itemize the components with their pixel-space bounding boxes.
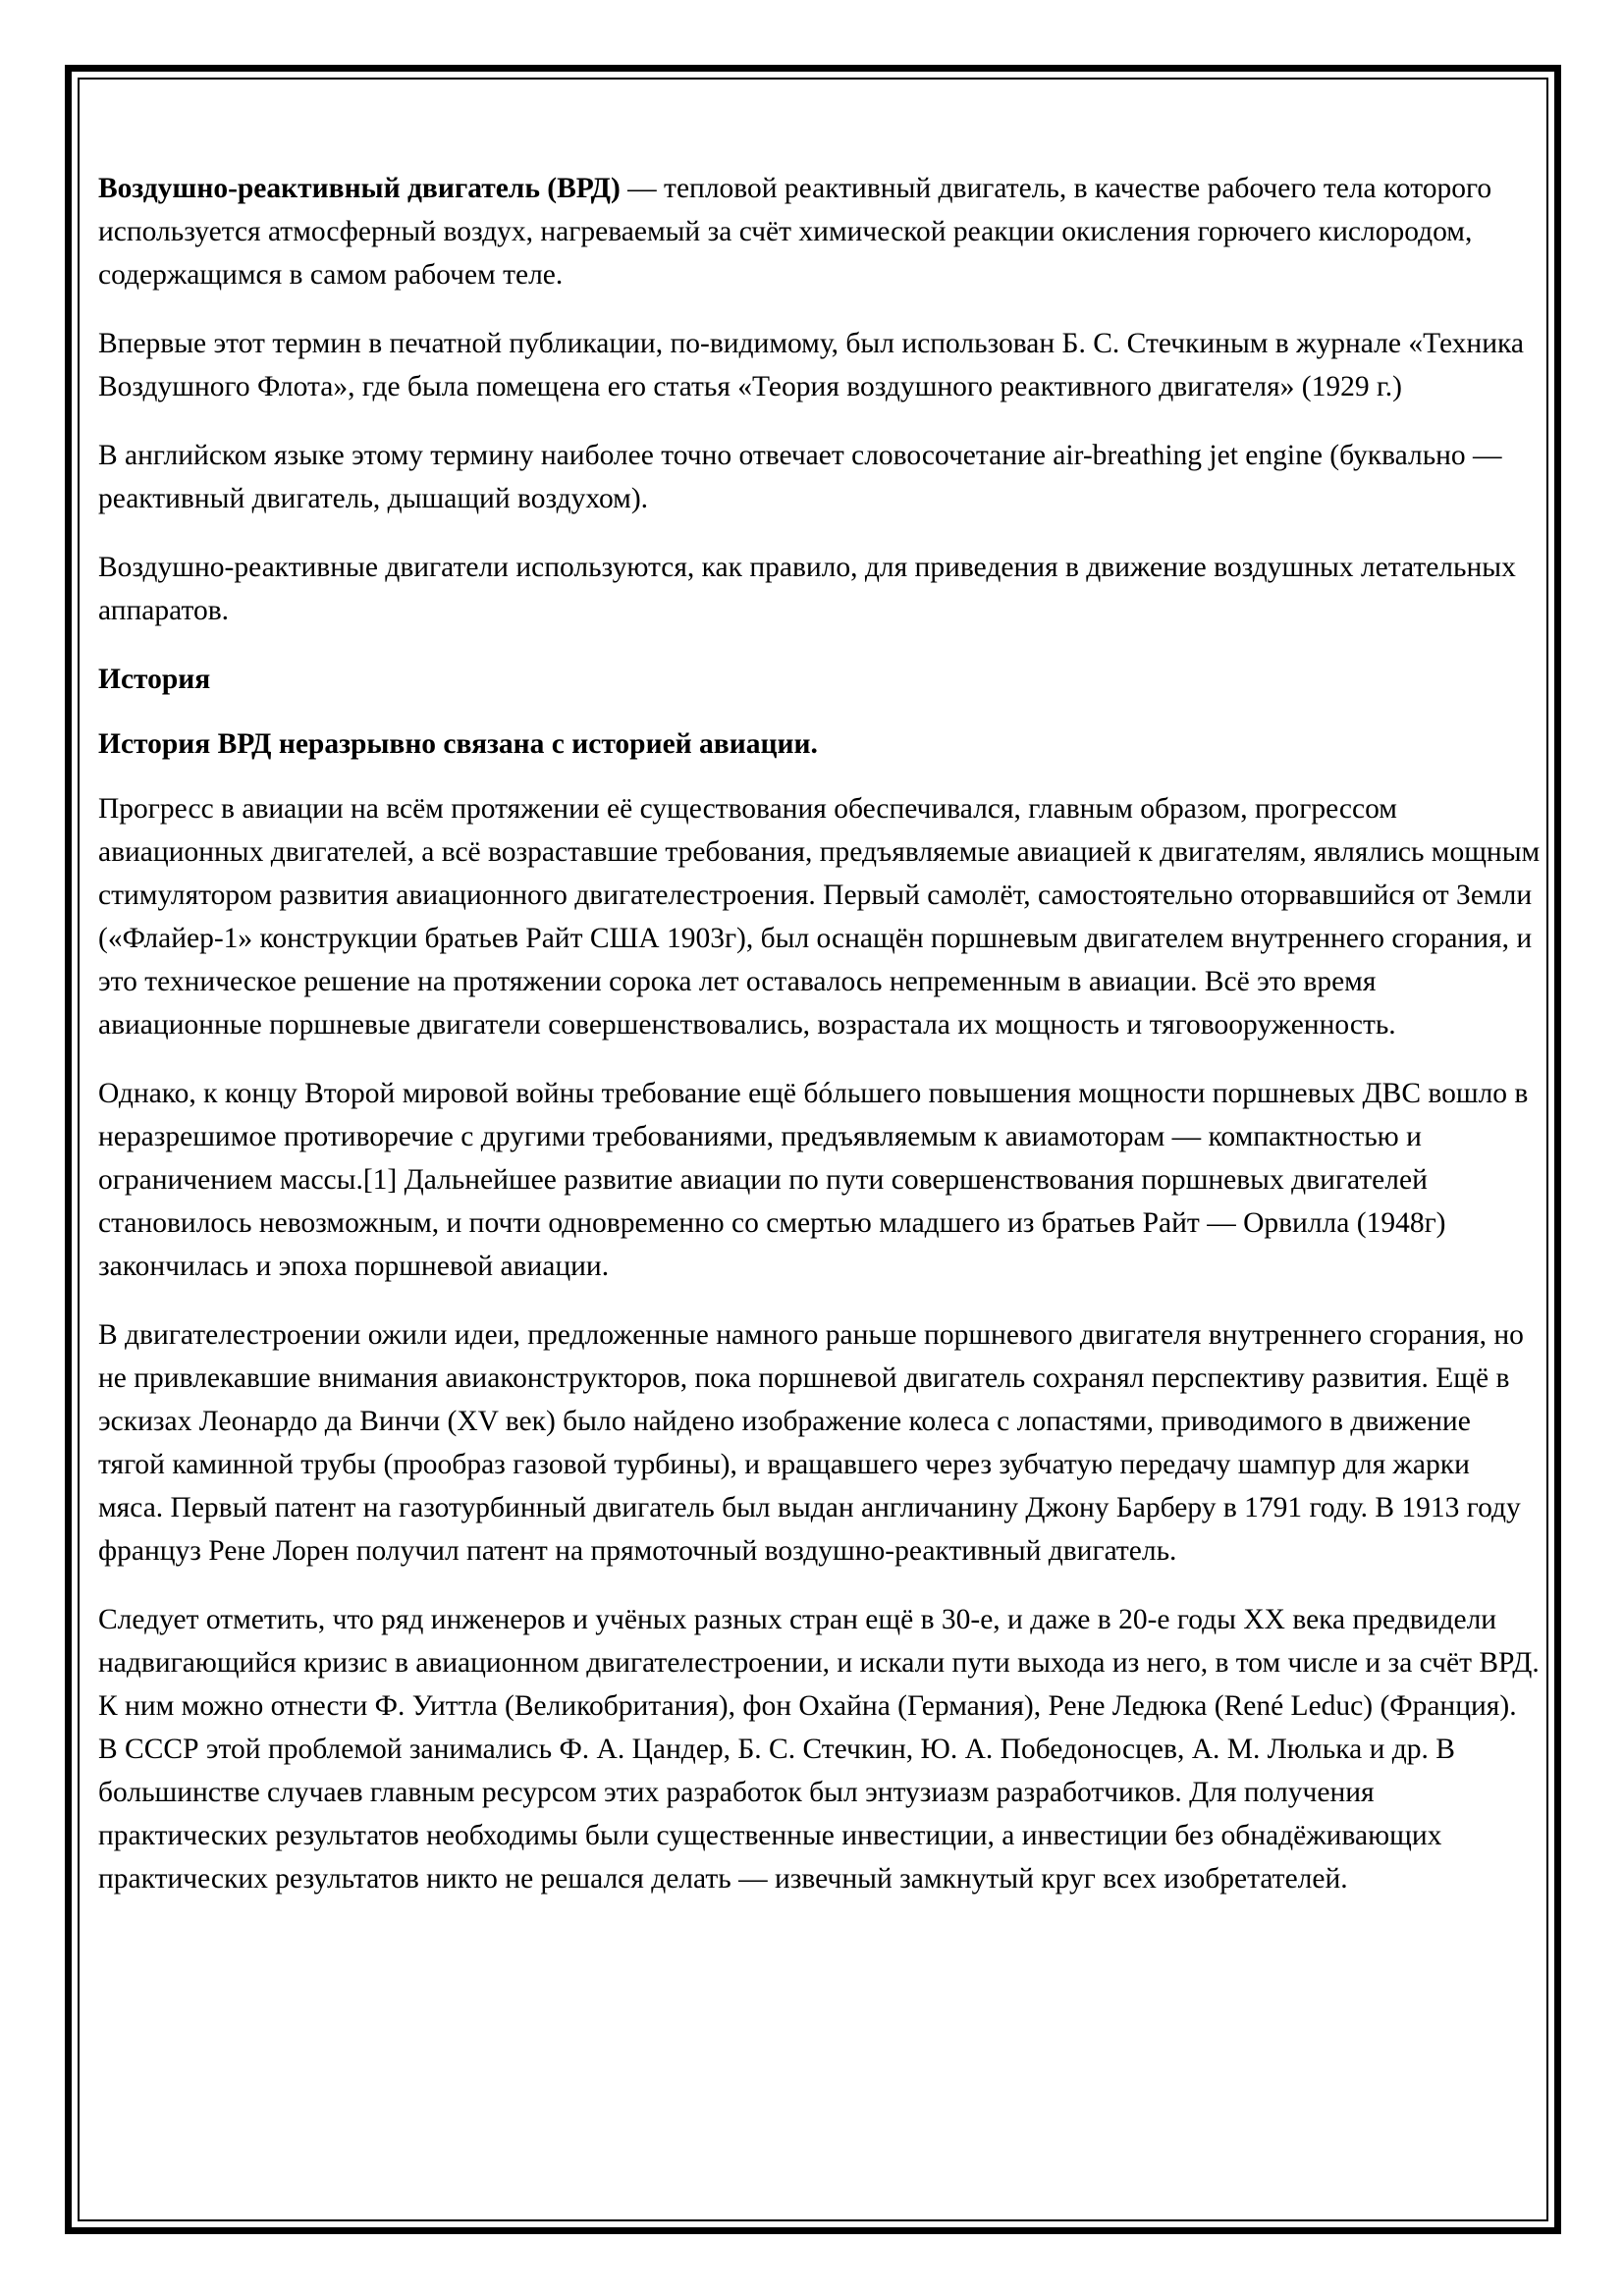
history-paragraph-4: Следует отметить, что ряд инженеров и учёных разных стран ещё в 30-е, и даже в 20-е годы XX века предвидели надвигающийся кризис в авиационном двигателестроении, и искали пути выхода из него, в том числе и за счёт ВРД. К ним можно отнести Ф. Уиттла (Великобритания), фон Охайна (Германия), Рене Ледюка (René Leduc) (Франция). В СССР этой проблемой занимались Ф. А. Цандер, Б. С. Стечкин, Ю. А. Победоносцев, А. М. Люлька и др. В большинстве случаев главным ресурсом этих разработок был энтузиазм разработчиков. Для получения практических результатов необходимы были существенные инвестиции, а инвестиции без обнадёживающих практических результатов никто не решался делать — извечный замкнутый круг всех изобретателей.	[98, 1604, 1540, 1895]
intro-definition: — тепловой реактивный двигатель, в качестве рабочего тела которого используется атмосферный воздух, нагреваемый за счёт химической реакции окисления горючего кислородом, содержащимся в самом рабочем теле.	[98, 173, 1492, 291]
history-paragraph-1: Прогресс в авиации на всём протяжении её существования обеспечивался, главным образом, прогрессом авиационных двигателей, а всё возраставшие требования, предъявляемые авиацией к двигателям, являлись мощным стимулятором развития авиационного двигателестроения. Первый самолёт, самостоятельно оторвавшийся от Земли («Флайер-1» конструкции братьев Райт США 1903г), был оснащён поршневым двигателем внутреннего сгорания, и это техническое решение на протяжении сорока лет оставалось непременным в авиации. Всё это время авиационные поршневые двигатели совершенствовались, возрастала их мощность и тяговооруженность.	[98, 793, 1541, 1041]
intro-paragraph-2: В английском языке этому термину наиболее точно отвечает словосочетание air-breathing jet engine (буквально — реактивный двигатель, дышащий воздухом).	[98, 440, 1502, 514]
history-paragraph-2: Однако, к концу Второй мировой войны требование ещё бóльшего повышения мощности поршневых ДВС вошло в неразрешимое противоречие с другими требованиями, предъявляемым к авиамоторам — компактностью и ограничением массы.[1] Дальнейшее развитие авиации по пути совершенствования поршневых двигателей становилось невозможным, и почти одновременно со смертью младшего из братьев Райт — Орвилла (1948г) закончилась и эпоха поршневой авиации.	[98, 1078, 1529, 1282]
history-paragraph-3: В двигателестроении ожили идеи, предложенные намного раньше поршневого двигателя внутреннего сгорания, но не привлекавшие внимания авиаконструкторов, пока поршневой двигатель сохранял перспективу развития. Ещё в эскизах Леонардо да Винчи (XV век) было найдено изображение колеса с лопастями, приводимого в движение тягой каминной трубы (прообраз газовой турбины), и вращавшего через зубчатую передачу шампур для жарки мяса. Первый патент на газотурбинный двигатель был выдан англичанину Джону Барберу в 1791 году. В 1913 году француз Рене Лорен получил патент на прямоточный воздушно-реактивный двигатель.	[98, 1319, 1524, 1567]
history-subheading: История ВРД неразрывно связана с историей авиации.	[98, 728, 818, 760]
intro-paragraph-1: Впервые этот термин в печатной публикации, по-видимому, был использован Б. С. Стечкиным в журнале «Техника Воздушного Флота», где была помещена его статья «Теория воздушного реактивного двигателя» (1929 г.)	[98, 328, 1524, 402]
intro-paragraph	[98, 167, 1542, 296]
history-heading: История	[98, 664, 211, 695]
intro-term: Воздушно-реактивный двигатель (ВРД)	[98, 173, 621, 204]
document-body	[98, 167, 1542, 1926]
intro-paragraph-3: Воздушно-реактивные двигатели используются, как правило, для приведения в движение воздушных летательных аппаратов.	[98, 552, 1516, 626]
